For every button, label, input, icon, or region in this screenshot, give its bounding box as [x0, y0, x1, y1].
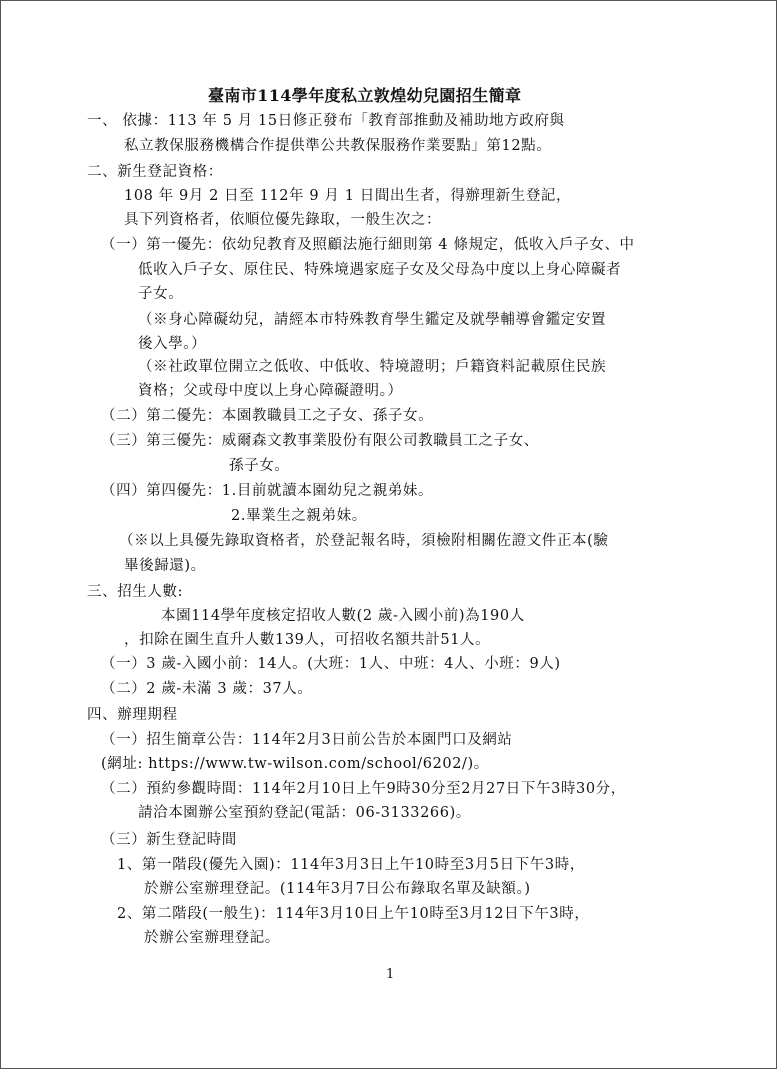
- schedule-item-1-line-1: （一）招生簡章公告：114年2月3日前公告於本園門口及網站: [101, 732, 513, 748]
- eligibility-intro-1: 108 年 9月 2 日至 112年 9 月 1 日間出生者，得辦理新生登記，: [124, 188, 572, 204]
- schedule-item-3-heading: （三）新生登記時間: [101, 832, 237, 848]
- schedule-item-1-line-2: (網址: https://www.tw-wilson.com/school/6202/)。: [101, 756, 489, 772]
- document-title: 臺南市114學年度私立敦煌幼兒園招生簡章: [208, 86, 522, 105]
- basis-line-2: 私立教保服務機構合作提供準公共教保服務作業要點」第12點。: [124, 138, 552, 154]
- priority-1-note-2-line-2: 資格；父或母中度以上身心障礙證明。）: [138, 383, 403, 399]
- enrollment-heading: 三、招生人數:: [87, 584, 184, 600]
- stage-2-line-1: 2、第二階段(一般生)：114年3月10日上午10時至3月12日下午3時，: [117, 906, 590, 922]
- schedule-heading: 四、辦理期程: [87, 707, 178, 723]
- priority-note-line-2: 畢後歸還)。: [124, 558, 206, 574]
- priority-2: （二）第二優先：本園教職員工之子女、孫子女。: [101, 408, 434, 424]
- priority-1-note-1-line-2: 後入學。）: [138, 336, 207, 352]
- eligibility-intro-2: 具下列資格者，依順位優先錄取，一般生次之：: [124, 212, 442, 228]
- stage-2-line-2: 於辦公室辦理登記。: [144, 930, 280, 946]
- stage-1-line-2: 於辦公室辦理登記。(114年3月7日公布錄取名單及缺額。): [144, 881, 531, 897]
- stage-1-line-1: 1、第一階段(優先入園)：114年3月3日上午10時至3月5日下午3時，: [117, 857, 585, 873]
- enrollment-item-1: （一）3 歲-入國小前：14人。(大班：1人、中班：4人、小班：9人): [101, 656, 561, 672]
- priority-3-line-2: 孫子女。: [229, 458, 290, 474]
- priority-4-line-1: （四）第四優先：1.目前就讀本園幼兒之親弟妹。: [101, 483, 434, 499]
- priority-3-line-1: （三）第三優先：威爾森文教事業股份有限公司教職員工之子女、: [101, 433, 539, 449]
- enrollment-line-1: 本園114學年度核定招收人數(2 歲-入國小前)為190人: [161, 608, 525, 624]
- priority-4-line-2: 2.畢業生之親弟妹。: [231, 508, 367, 524]
- priority-1-note-1-line-1: （※身心障礙幼兒，請經本市特殊教育學生鑑定及就學輔導會鑑定安置: [138, 312, 607, 328]
- schedule-item-2-line-2: 請洽本園辦公室預約登記(電話：06-3133266)。: [138, 805, 471, 821]
- eligibility-heading: 二、新生登記資格：: [87, 164, 223, 180]
- priority-1-line-3: 子女。: [138, 286, 184, 302]
- enrollment-line-2: ，扣除在園生直升人數139人，可招收名額共計51人。: [124, 632, 491, 648]
- enrollment-item-2: （二）2 歲-未滿 3 歲：37人。: [101, 681, 313, 697]
- priority-1-line-1: （一）第一優先：依幼兒教育及照顧法施行細則第 4 條規定，低收入戶子女、中: [101, 237, 635, 253]
- priority-1-line-2: 低收入戶子女、原住民、特殊境遇家庭子女及父母為中度以上身心障礙者: [138, 262, 622, 278]
- priority-1-note-2-line-1: （※社政單位開立之低收、中低收、特境證明；戶籍資料記載原住民族: [138, 359, 607, 375]
- schedule-item-2-line-1: （二）預約參觀時間：114年2月10日上午9時30分至2月27日下午3時30分，: [101, 781, 626, 797]
- page-number: 1: [386, 967, 395, 982]
- priority-note-line-1: （※以上具優先錄取資格者，於登記報名時，須檢附相關佐證文件正本(驗: [119, 533, 609, 549]
- basis-line-1: 一、 依據：113 年 5 月 15日修正發布「教育部推動及補助地方政府與: [87, 113, 565, 129]
